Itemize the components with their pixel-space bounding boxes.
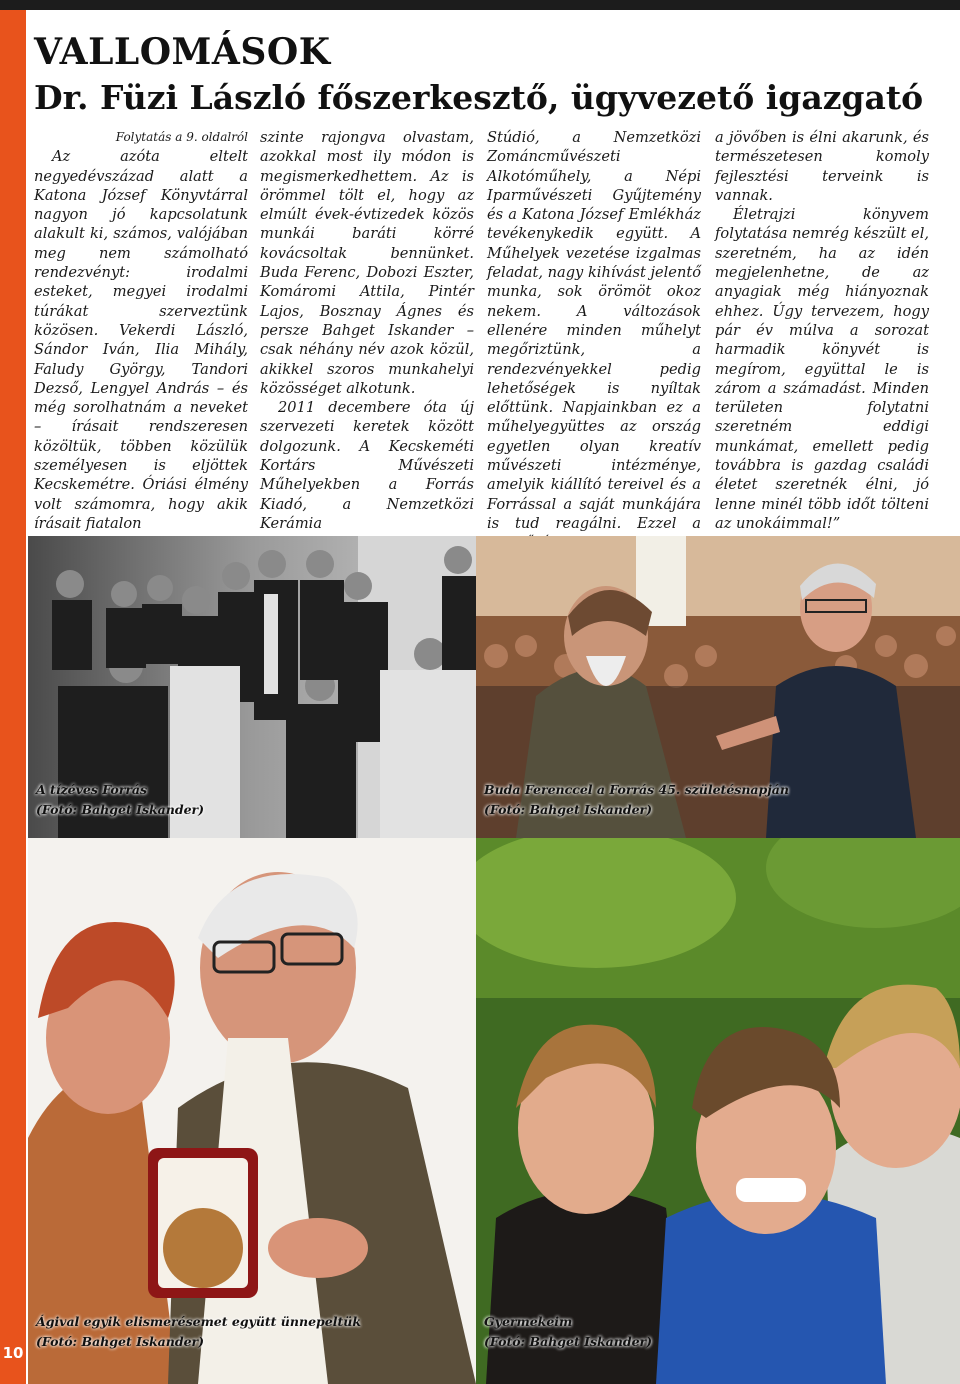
photo-caption: A tízéves Forrás (Fotó: Bahget Iskander) <box>36 782 205 817</box>
article-paragraph: szinte rajongva olvastam, azokkal most ily módon is megismerkedhettem. Az is örömmel tölt el, hogy az elmúlt évek-évtizedek közös munkái baráti körré kovácsoltak bennünket. Buda Ferenc, Dobozi Eszter, Komáromi Attila, Pintér Lajos, Bosznay Ágnes és persze Bahget Iskander – csak néhány név azok közül, akikkel szoros munkahelyi közösséget alkotunk. <box>260 129 474 397</box>
couple-photo <box>28 838 476 1384</box>
article-column-3 <box>487 128 701 553</box>
article-paragraph: Az azóta eltelt negyedévszázad alatt a Katona József Könyvtárral nagyon jó kapcsolatunk alakult ki, számos, valójában meg nem számolható rendezvényt: irodalmi esteket, megyei irodalmi túrákat szerveztünk közösen. Vekerdi László, Sándor Iván, Ilia Mihály, Faludy György, Tandori Dezső, Lengyel András – és még sorolhatnám a neveket – írásait rendszeresen közöltük, többen közülük személyesen is eljöttek Kecskemétre. Óriási élmény volt számomra, hogy akik írásait fiatalon <box>34 148 248 532</box>
photo-caption: Buda Ferenccel a Forrás 45. születésnapján (Fotó: Bahget Iskander) <box>484 782 789 817</box>
page-title: Dr. Füzi László főszerkesztő, ügyvezető igazgató <box>34 78 924 117</box>
continued-note: Folytatás a 9. oldalról <box>115 130 248 144</box>
article-paragraph: a jövőben is élni akarunk, és természetesen komoly fejlesztési terveink is vannak. <box>715 129 929 204</box>
photo-caption: Gyermekeim (Fotó: Bahget Iskander) <box>484 1314 653 1349</box>
section-kicker: VALLOMÁSOK <box>34 31 331 73</box>
photo-caption: Ágival egyik elismerésemet együtt ünnepeltük (Fotó: Bahget Iskander) <box>36 1314 361 1349</box>
article-column-2 <box>260 128 474 533</box>
article-column-1 <box>34 128 248 533</box>
article-paragraph: Életrajzi könyvem folytatása nemrég készült el, szeretném, ha az idén megjelenhetne, de az anyagiak még hiányoznak ehhez. Úgy tervezem, hogy pár év múlva a sorozat harmadik könyvét is megírom, együttal le is zárom a számadást. Minden területen folytatni szeretném eddigi munkámat, emellett pedig továbbra is gazdag családi életet szeretnék élni, jó lenne minél több időt tölteni az unokáimmal!” <box>715 206 929 532</box>
top-bar <box>0 0 960 10</box>
side-accent-bar <box>0 10 26 1384</box>
article-paragraph: 2011 decembere óta új szervezeti keretek között dolgozunk. A Kecskeméti Kortárs Művészeti Műhelyekben a Forrás Kiadó, a Nemzetközi Kerámia <box>260 399 474 532</box>
article-paragraph: Stúdió, a Nemzetközi Zománcművészeti Alkotóműhely, a Népi Iparművészeti Gyűjtemény és a Katona József Emlékház tevékenykedik együtt. A Műhelyek vezetése izgalmas feladat, nagy kihívást jelentő munka, sok örömöt okoz nekem. A változások ellenére minden műhelyt megőriztünk, a rendezvényekkel pedig lehetőségek is nyíltak előttünk. Napjainkban ez a műhelyegyüttes az ország egyetlen olyan kreatív művészeti intézménye, amelyik kiállító tereivel és a Forrással a saját munkájára is tud reagálni. Ezzel a <box>487 129 701 532</box>
article-column-4 <box>715 128 929 533</box>
children-photo <box>476 838 960 1384</box>
page-number: 10 <box>2 1344 24 1362</box>
